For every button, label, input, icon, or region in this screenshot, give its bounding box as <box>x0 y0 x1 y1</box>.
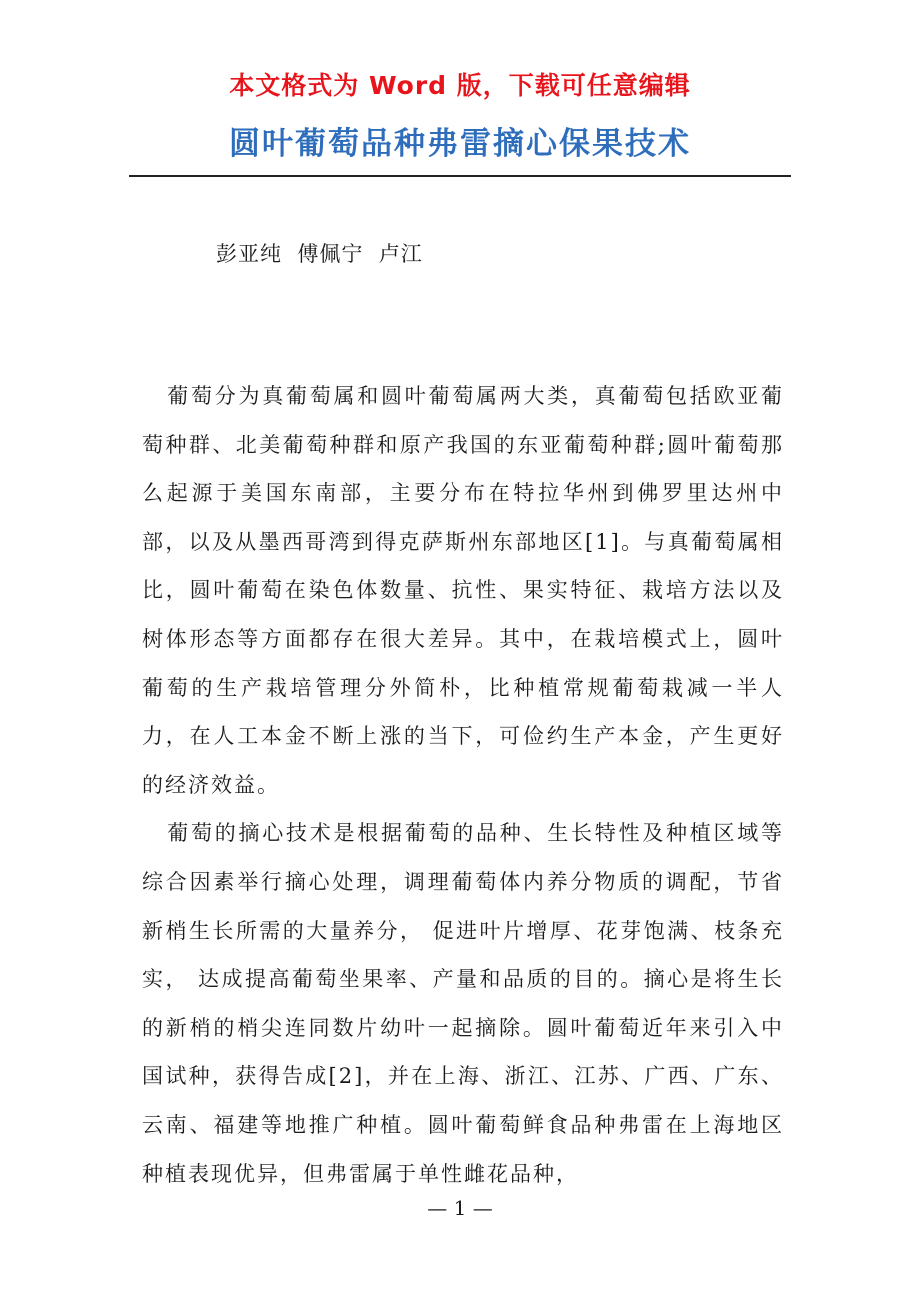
author-line: 彭亚纯 傅佩宁 卢江 <box>216 242 423 266</box>
paragraph-pinching-technique: 葡萄的摘心技术是根据葡萄的品种、生长特性及种植区域等综合因素举行摘心处理，调理葡萄体内养分物质的调配，节省新梢生长所需的大量养分， 促进叶片增厚、花芽饱满、枝条充实， 达成提高葡萄坐果率、产量和品质的目的。摘心是将生长的新梢的梢尖连同数片幼叶一起摘除。圆叶葡萄近年来引入中国试种，获得告成[2]，并在上海、浙江、江苏、广西、广东、云南、福建等地推广种植。圆叶葡萄鲜食品种弗雷在上海地区种植表现优异，但弗雷属于单性雌花品种， <box>142 821 784 1186</box>
document-title: 圆叶葡萄品种弗雷摘心保果技术 <box>229 126 691 162</box>
article-body <box>142 372 784 1198</box>
page-number: — 1 — <box>427 1196 493 1220</box>
format-notice-banner: 本文格式为 Word 版，下载可任意编辑 <box>229 71 691 100</box>
paragraph-grape-classification: 葡萄分为真葡萄属和圆叶葡萄属两大类，真葡萄包括欧亚葡萄种群、北美葡萄种群和原产我国的东亚葡萄种群;圆叶葡萄那么起源于美国东南部，主要分布在特拉华州到佛罗里达州中部，以及从墨西哥湾到得克萨斯州东部地区[1]。与真葡萄属相比，圆叶葡萄在染色体数量、抗性、果实特征、栽培方法以及树体形态等方面都存在很大差异。其中，在栽培模式上，圆叶葡萄的生产栽培管理分外简朴，比种植常规葡萄栽减一半人力，在人工本金不断上涨的当下，可俭约生产本金，产生更好的经济效益。 <box>142 384 784 797</box>
title-divider <box>129 175 791 177</box>
